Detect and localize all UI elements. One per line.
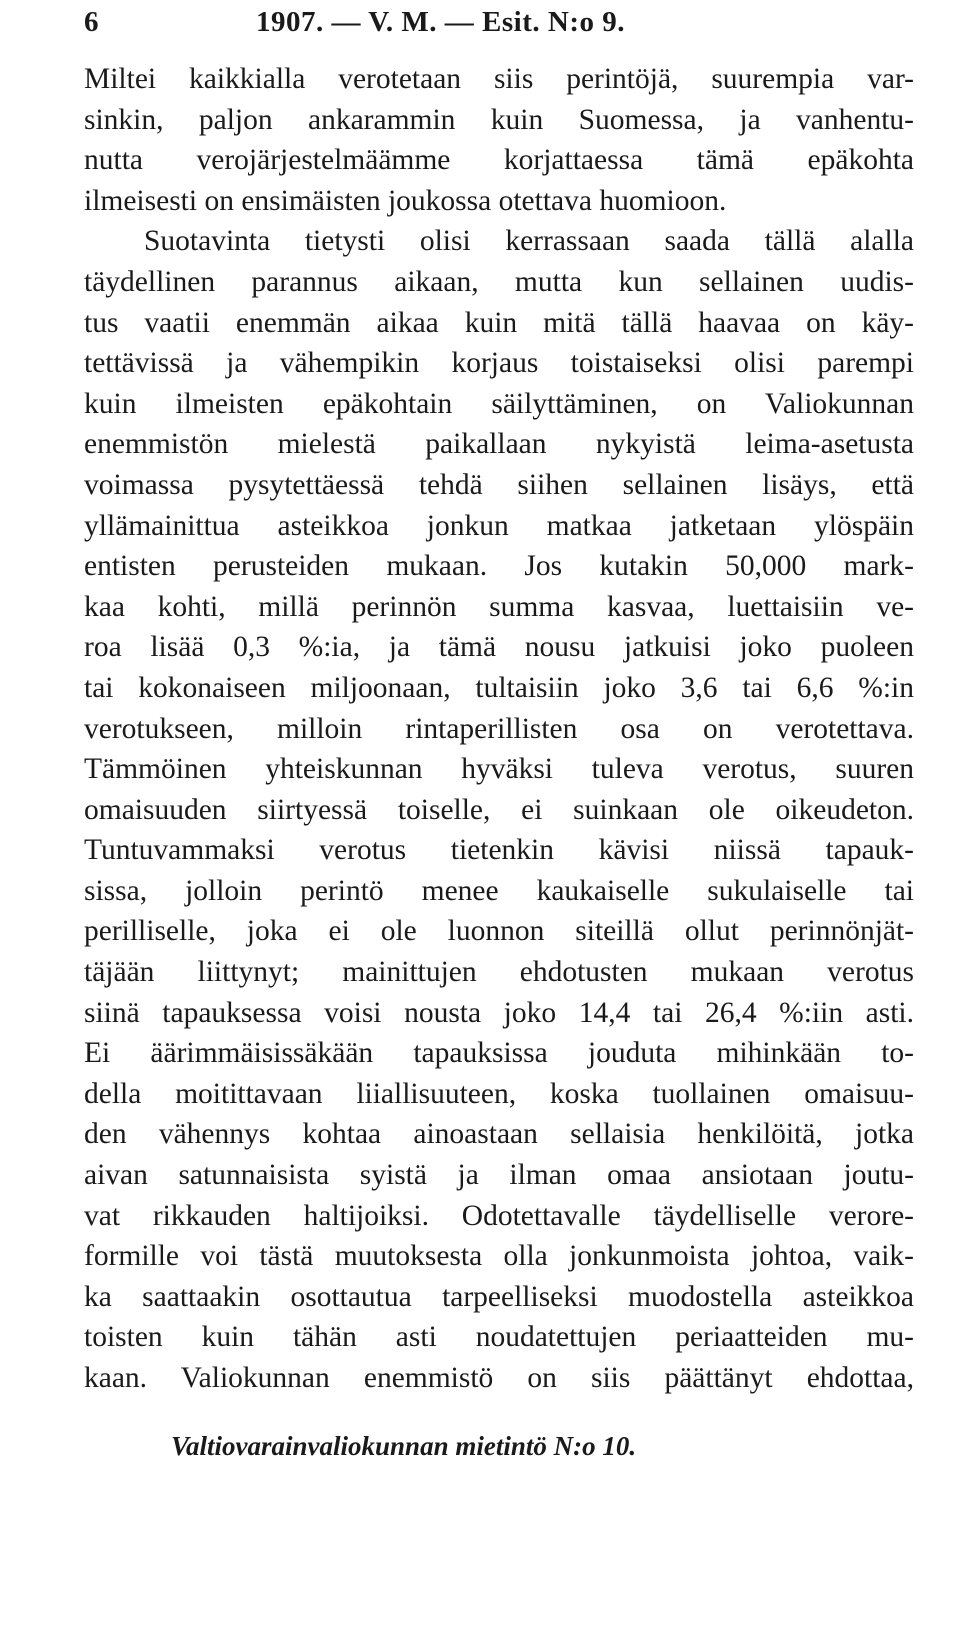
text-line: tus vaatii enemmän aikaa kuin mitä tällä haavaa on käy-	[84, 306, 914, 339]
text-line: Ei äärimmäisissäkään tapauksissa jouduta mihinkään to-	[84, 1037, 914, 1070]
text-line: ka saattaakin osottautua tarpeelliseksi muodostella asteikkoa	[84, 1280, 914, 1313]
text-line: Tämmöinen yhteiskunnan hyväksi tuleva verotus, suuren	[84, 753, 914, 786]
text-line: formille voi tästä muutoksesta olla jonkunmoista johtoa, vaik-	[84, 1240, 914, 1273]
page-header	[84, 2, 914, 42]
text-line: täydellinen parannus aikaan, mutta kun sellainen uudis-	[84, 265, 914, 298]
text-line: enemmistön mielestä paikallaan nykyistä leima-asetusta	[84, 428, 914, 461]
text-line: tettävissä ja vähempikin korjaus toistaiseksi olisi parempi	[84, 347, 914, 380]
text-line: voimassa pysytettäessä tehdä siihen sellainen lisäys, että	[84, 468, 914, 501]
text-line: den vähennys kohtaa ainoastaan sellaisia henkilöitä, jotka	[84, 1118, 914, 1151]
text-line: ilmeisesti on ensimäisten joukossa otettava huomioon.	[84, 184, 727, 217]
text-line: Suotavinta tietysti olisi kerrassaan saada tällä alalla	[144, 225, 914, 258]
text-line: siinä tapauksessa voisi nousta joko 14,4 tai 26,4 %:iin asti.	[84, 996, 914, 1029]
text-line: verotukseen, milloin rintaperillisten osa on verotettava.	[84, 712, 914, 745]
text-line: yllämainittua asteikkoa jonkun matkaa jatketaan ylöspäin	[84, 509, 914, 542]
text-line: sissa, jolloin perintö menee kaukaiselle sukulaiselle tai	[84, 874, 914, 907]
text-line: aivan satunnaisista syistä ja ilman omaa ansiotaan joutu-	[84, 1159, 914, 1192]
text-line: kuin ilmeisten epäkohtain säilyttäminen, on Valiokunnan	[84, 387, 914, 420]
text-line: della moitittavaan liiallisuuteen, koska tuollainen omaisuu-	[84, 1077, 914, 1110]
text-line: vat rikkauden haltijoiksi. Odotettavalle täydelliselle verore-	[84, 1199, 914, 1232]
text-line: nutta verojärjestelmäämme korjattaessa tämä epäkohta	[84, 144, 914, 177]
text-line: kaa kohti, millä perinnön summa kasvaa, luettaisiin ve-	[84, 590, 914, 623]
text-line: perilliselle, joka ei ole luonnon siteillä ollut perinnönjät-	[84, 915, 914, 948]
text-line: täjään liittynyt; mainittujen ehdotusten mukaan verotus	[84, 956, 914, 989]
running-head: 1907. — V. M. — Esit. N:o 9.	[256, 6, 625, 38]
text-line: sinkin, paljon ankarammin kuin Suomessa, ja vanhentu-	[84, 103, 914, 136]
text-line: toisten kuin tähän asti noudatettujen periaatteiden mu-	[84, 1321, 914, 1354]
body-text	[84, 59, 914, 1399]
text-line: Miltei kaikkialla verotetaan siis perintöjä, suurempia var-	[84, 63, 914, 95]
text-line: entisten perusteiden mukaan. Jos kutakin 50,000 mark-	[84, 550, 914, 583]
text-line: kaan. Valiokunnan enemmistö on siis päättänyt ehdottaa,	[84, 1362, 914, 1394]
text-line: roa lisää 0,3 %:ia, ja tämä nousu jatkuisi joko puoleen	[84, 631, 914, 664]
text-line: omaisuuden siirtyessä toiselle, ei suinkaan ole oikeudeton.	[84, 793, 914, 826]
document-signature: Valtiovarainvaliokunnan mietintö N:o 10.	[171, 1431, 637, 1461]
text-line: Tuntuvammaksi verotus tietenkin kävisi niissä tapauk-	[84, 834, 914, 867]
text-line: tai kokonaiseen miljoonaan, tultaisiin joko 3,6 tai 6,6 %:in	[84, 671, 914, 704]
page-number: 6	[84, 6, 99, 38]
